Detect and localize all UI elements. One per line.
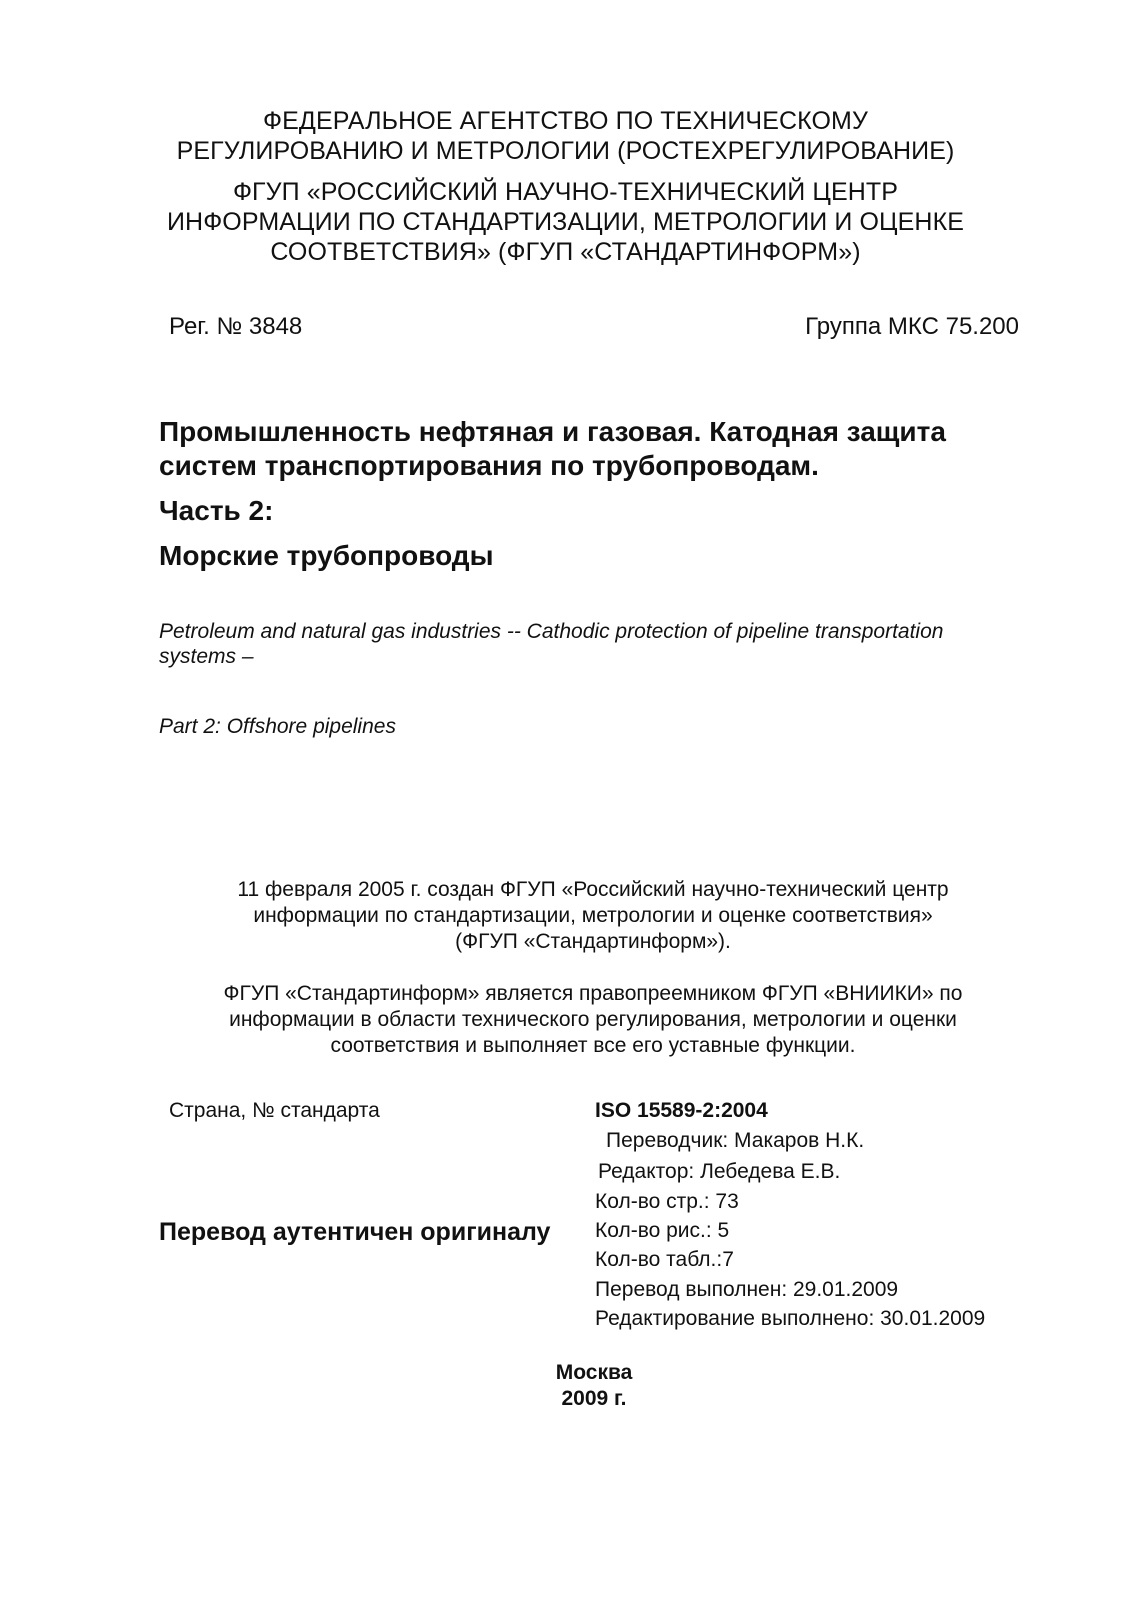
editor: Редактор: Лебедева Е.В. [598,1160,841,1183]
center-name-line-3: СООТВЕТСТВИЯ» (ФГУП «СТАНДАРТИНФОРМ») [270,238,861,266]
authentic-translation-note: Перевод аутентичен оригиналу [159,1218,551,1246]
ics-group: Группа МКС 75.200 [805,313,1019,340]
agency-name-line-1: ФЕДЕРАЛЬНОЕ АГЕНТСТВО ПО ТЕХНИЧЕСКОМУ [263,107,868,135]
editing-date: Редактирование выполнено: 30.01.2009 [595,1307,986,1330]
registration-number: Рег. № 3848 [169,313,303,340]
agency-name-line-2: РЕГУЛИРОВАНИЮ И МЕТРОЛОГИИ (РОСТЕХРЕГУЛИРОВАНИЕ) [176,137,955,165]
page-count: Кол-во стр.: 73 [595,1190,739,1213]
notice-para1-line-1: 11 февраля 2005 г. создан ФГУП «Российский научно-технический центр [237,878,949,901]
english-title-line-2: systems – [159,645,254,668]
title-line-2: систем транспортирования по трубопроводам. [159,450,819,481]
notice-para2-line-2: информации в области технического регулирования, метрологии и оценки [229,1008,957,1031]
title-part: Часть 2: [159,495,274,526]
center-name-line-1: ФГУП «РОССИЙСКИЙ НАУЧНО-ТЕХНИЧЕСКИЙ ЦЕНТР [232,178,899,206]
figure-count: Кол-во рис.: 5 [595,1219,730,1242]
country-standard-label: Страна, № стандарта [169,1099,380,1122]
notice-para2-line-3: соответствия и выполняет все его уставные функции. [330,1034,856,1057]
english-title-part: Part 2: Offshore pipelines [159,715,396,738]
publication-year: 2009 г. [561,1387,627,1410]
english-title-line-1: Petroleum and natural gas industries -- Cathodic protection of pipeline transportation [159,620,944,643]
title-subtitle: Морские трубопроводы [159,540,494,571]
standard-number: ISO 15589-2:2004 [595,1099,768,1122]
notice-para1-line-3: (ФГУП «Стандартинформ»). [455,930,731,953]
title-line-1: Промышленность нефтяная и газовая. Катодная защита [159,416,946,447]
translator: Переводчик: Макаров Н.К. [606,1129,865,1152]
table-count: Кол-во табл.:7 [595,1248,734,1271]
center-name-line-2: ИНФОРМАЦИИ ПО СТАНДАРТИЗАЦИИ, МЕТРОЛОГИИ И ОЦЕНКЕ [166,208,965,236]
notice-para2-line-1: ФГУП «Стандартинформ» является правопреемником ФГУП «ВНИИКИ» по [223,982,963,1005]
translation-date: Перевод выполнен: 29.01.2009 [595,1278,899,1301]
publication-city: Москва [555,1361,633,1384]
notice-para1-line-2: информации по стандартизации, метрологии и оценке соответствия» [253,904,933,927]
